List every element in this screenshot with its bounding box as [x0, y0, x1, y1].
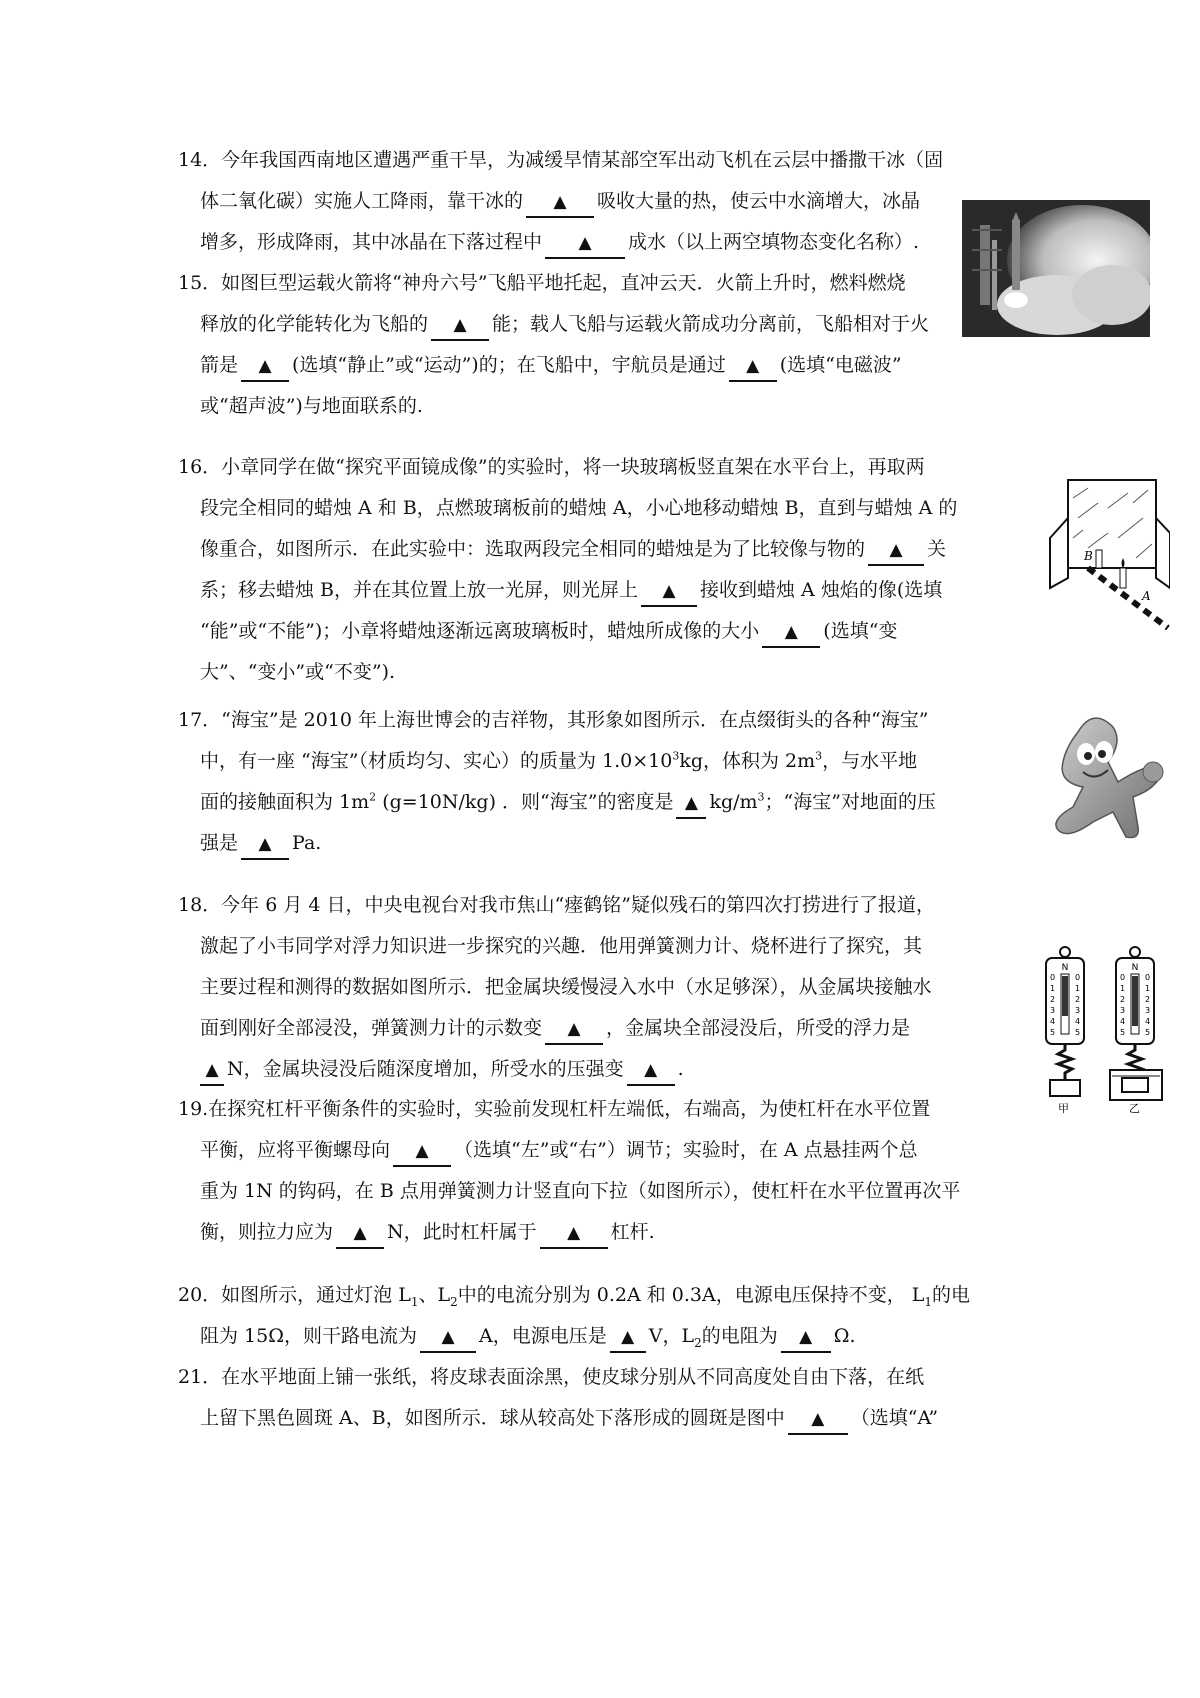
answer-blank[interactable]: ▲ [610, 1322, 646, 1353]
answer-blank[interactable]: ▲ [627, 1055, 675, 1086]
scale-mark: 3 [1075, 1006, 1081, 1015]
q14-line-3: 增多，形成降雨，其中冰晶在下落过程中 ▲ 成水（以上两空填物态变化名称）. [178, 222, 943, 263]
q16-line-2: 段完全相同的蜡烛 A 和 B，点燃玻璃板前的蜡烛 A，小心地移动蜡烛 B，直到与蜡烛 A 的 [200, 497, 958, 519]
scale-mark: 1 [1145, 984, 1151, 993]
q18-line-3: 主要过程和测得的数据如图所示．把金属块缓慢浸入水中（水足够深），从金属块接触水 [200, 976, 932, 998]
scale-mark: 3 [1050, 1006, 1056, 1015]
question-19 [178, 1089, 960, 1253]
scale-mark: 4 [1050, 1017, 1056, 1026]
plane-mirror-diagram [1048, 478, 1170, 630]
answer-blank[interactable]: ▲ [641, 576, 697, 607]
answer-blank[interactable]: ▲ [788, 1404, 848, 1435]
q14-line-2: 体二氧化碳）实施人工降雨，靠干冰的 ▲ 吸收大量的热，使云中水滴增大，冰晶 [178, 181, 943, 222]
question-20 [178, 1275, 970, 1357]
scale-mark: 5 [1120, 1028, 1126, 1037]
q16-line-4: 系；移去蜡烛 B，并在其位置上放一光屏，则光屏上 ▲ 接收到蜡烛 A 烛焰的像(选填 [178, 570, 957, 611]
scale-mark: 3 [1120, 1006, 1126, 1015]
q14-line-1: 14．今年我国西南地区遭遇严重干旱，为减缓旱情某部空军出动飞机在云层中播撒干冰（固 [178, 149, 944, 171]
answer-blank[interactable]: ▲ [241, 829, 289, 860]
scale-label-jia: 甲 [1058, 1102, 1069, 1115]
answer-blank[interactable]: ▲ [729, 351, 777, 382]
question-18 [178, 885, 935, 1090]
answer-blank[interactable]: ▲ [545, 228, 625, 259]
answer-blank[interactable]: ▲ [540, 1218, 608, 1249]
answer-blank[interactable]: ▲ [762, 617, 820, 648]
answer-blank[interactable]: ▲ [241, 351, 289, 382]
q15-line-1: 15．如图巨型运载火箭将“神舟六号”飞船平地托起，直冲云天．火箭上升时，燃料燃烧 [178, 272, 906, 294]
q19-line-4: 衡，则拉力应为 ▲ N，此时杠杆属于 ▲ 杠杆. [178, 1212, 960, 1253]
question-17 [178, 700, 936, 864]
q21-line-1: 21．在水平地面上铺一张纸，将皮球表面涂黑，使皮球分别从不同高度处自由下落，在纸 [178, 1366, 925, 1388]
question-16 [178, 447, 957, 693]
q20-line-1: 20．如图所示，通过灯泡 $L_1$、$L_2$中的电流分别为 0.2A 和 0.3A，电源电压保持不变， $L_1$的电 [178, 1284, 971, 1309]
q15-line-4: 或“超声波”)与地面联系的. [200, 395, 423, 417]
q21-line-2: 上留下黑色圆斑 A、B，如图所示．球从较高处下落形成的圆斑是图中 ▲ （选填“A” [178, 1398, 938, 1439]
mirror-label-b: B [1084, 549, 1093, 563]
q19-line-1: 19.在探究杠杆平衡条件的实验时，实验前发现杠杆左端低，右端高，为使杠杆在水平位置 [178, 1098, 931, 1120]
spring-scale-diagram [1040, 946, 1180, 1116]
scale-mark: 0 [1075, 973, 1081, 982]
mirror-label-a: A [1142, 589, 1151, 603]
q19-line-2: 平衡，应将平衡螺母向 ▲ （选填“左”或“右”）调节；实验时，在 A 点悬挂两个总 [178, 1130, 960, 1171]
q18-line-5: ▲ N，金属块浸没后随深度增加，所受水的压强变 ▲ . [178, 1049, 935, 1090]
scale-mark: 4 [1145, 1017, 1151, 1026]
scale-mark: 5 [1145, 1028, 1151, 1037]
q17-line-3: 面的接触面积为 $1m^2$ (g=10N/kg) ．则“海宝”的密度是 ▲ $kg/m^3$；“海宝”对地面的压 [178, 782, 936, 823]
q16-line-6: 大”、“变小”或“不变”). [200, 661, 396, 683]
q17-line-4: 强是 ▲ Pa. [178, 823, 936, 864]
answer-blank[interactable]: ▲ [200, 1055, 224, 1086]
q15-line-2: 释放的化学能转化为飞船的 ▲ 能；载人飞船与运载火箭成功分离前，飞船相对于火 [178, 304, 929, 345]
scale-mark: 2 [1145, 995, 1151, 1004]
scale-mark: 0 [1120, 973, 1126, 982]
answer-blank[interactable]: ▲ [431, 310, 489, 341]
scale-mark: 2 [1075, 995, 1081, 1004]
scale-mark: 3 [1145, 1006, 1151, 1015]
q16-line-1: 16．小章同学在做“探究平面镜成像”的实验时，将一块玻璃板竖直架在水平台上，再取两 [178, 456, 925, 478]
scale-mark: 5 [1050, 1028, 1056, 1037]
scale-label-yi: 乙 [1129, 1102, 1140, 1115]
scale-mark: 0 [1050, 973, 1056, 982]
scale-mark: 2 [1120, 995, 1126, 1004]
q20-line-2: 阻为 15Ω，则干路电流为 ▲ A，电源电压是 ▲ V，$L_2$的电阻为 ▲ Ω. [178, 1316, 970, 1357]
answer-blank[interactable]: ▲ [868, 535, 924, 566]
answer-blank[interactable]: ▲ [526, 187, 594, 218]
scale-mark: 1 [1120, 984, 1126, 993]
question-14 [178, 140, 943, 263]
haibao-mascot-image [1038, 712, 1170, 845]
scale-mark: 0 [1145, 973, 1151, 982]
q17-line-2: 中，有一座 “海宝”（材质均匀、实心）的质量为 $1.0\times 10^3kg$，体积为 $2m^3$，与水平地 [200, 749, 918, 772]
q19-line-3: 重为 1N 的钩码，在 B 点用弹簧测力计竖直向下拉（如图所示），使杠杆在水平位置再次平 [200, 1180, 961, 1202]
answer-blank[interactable]: ▲ [336, 1218, 384, 1249]
answer-blank[interactable]: ▲ [676, 788, 706, 819]
scale-mark: 2 [1050, 995, 1056, 1004]
answer-blank[interactable]: ▲ [781, 1322, 831, 1353]
q16-line-5: “能”或“不能”)；小章将蜡烛逐渐远离玻璃板时，蜡烛所成像的大小 ▲ (选填“变 [178, 611, 957, 652]
q17-line-1: 17．“海宝”是 2010 年上海世博会的吉祥物，其形象如图所示．在点缀街头的各种“海宝” [178, 709, 929, 731]
scale-mark: 1 [1075, 984, 1081, 993]
q18-line-2: 激起了小韦同学对浮力知识进一步探究的兴趣．他用弹簧测力计、烧杯进行了探究，其 [200, 935, 923, 957]
question-21 [178, 1357, 938, 1439]
scale-mark: 4 [1120, 1017, 1126, 1026]
scale-mark: 1 [1050, 984, 1056, 993]
scale-unit-label: N [1061, 963, 1069, 973]
answer-blank[interactable]: ▲ [420, 1322, 476, 1353]
scale-mark: 5 [1075, 1028, 1081, 1037]
q15-line-3: 箭是 ▲ (选填“静止”或“运动”)的；在飞船中，宇航员是通过 ▲ (选填“电磁波” [178, 345, 929, 386]
q18-line-4: 面到刚好全部浸没，弹簧测力计的示数变 ▲ ，金属块全部浸没后，所受的浮力是 [178, 1008, 935, 1049]
question-15 [178, 263, 929, 427]
scale-mark: 4 [1075, 1017, 1081, 1026]
answer-blank[interactable]: ▲ [393, 1136, 451, 1167]
q18-line-1: 18．今年 6 月 4 日，中央电视台对我市焦山“瘗鹤铭”疑似残石的第四次打捞进行了报道， [178, 894, 935, 916]
q16-line-3: 像重合，如图所示．在此实验中：选取两段完全相同的蜡烛是为了比较像与物的 ▲ 关 [178, 529, 957, 570]
answer-blank[interactable]: ▲ [545, 1014, 603, 1045]
scale-unit-label: N [1131, 963, 1139, 973]
rocket-launch-photo [962, 200, 1150, 337]
